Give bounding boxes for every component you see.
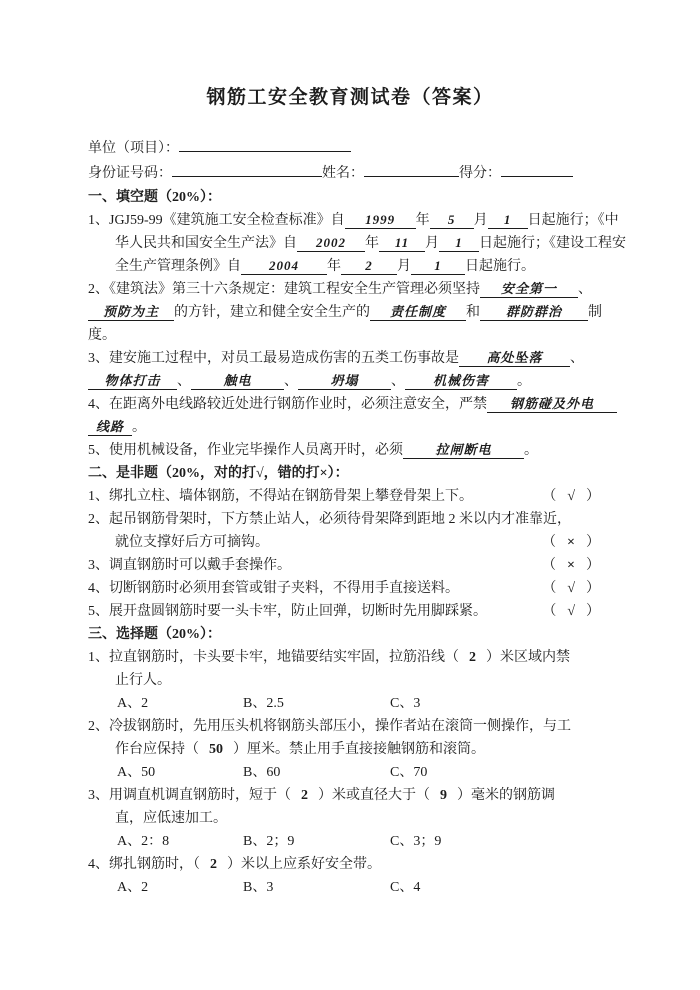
text-run: ）米或直径大于（ (318, 788, 430, 803)
handwritten-answer: 1 (411, 257, 465, 275)
handwritten-answer: 群防群治 (480, 303, 588, 321)
section2-heading (88, 462, 612, 485)
handwritten-answer: 拉闸断电 (403, 441, 524, 459)
fill-q2-line1 (88, 278, 612, 301)
text-run: 月 (397, 259, 411, 274)
fill-q4-line2 (88, 416, 612, 439)
text-run: 4、绑扎钢筋时，（ (88, 857, 200, 872)
mc-q1-line1 (88, 646, 612, 669)
blank-underline (501, 161, 573, 177)
text-run: 月 (473, 213, 488, 228)
handwritten-answer: 线路 (88, 418, 132, 436)
text-run: 得分： (459, 166, 501, 181)
mc-q2-line1 (88, 715, 612, 738)
tf-answer (542, 485, 600, 508)
tf-q1-line (88, 485, 612, 508)
tf-q3-line (88, 554, 612, 577)
header-unit-row (88, 136, 612, 161)
text-run: ）厘米。禁止用手直接接触钢筋和滚筒。 (233, 742, 485, 757)
handwritten-answer: 2002 (297, 234, 365, 252)
paren-open: （ (542, 535, 557, 550)
fill-q4-line1 (88, 393, 612, 416)
option-label: B、3 (243, 880, 274, 895)
text-run: 日起施行。 (465, 259, 535, 274)
choice-answer-text: 2 (210, 857, 217, 872)
text-run: 1、绑扎立柱、墙体钢筋，不得站在钢筋骨架上攀登骨架上下。 (88, 489, 473, 504)
choice-answer-text: 9 (440, 788, 447, 803)
mc-q2-line2 (88, 738, 612, 761)
fill-q2-line3 (88, 324, 612, 347)
text-run: ）米区域内禁 (486, 650, 570, 665)
mc-q4-line1 (88, 853, 612, 876)
text-run: 制 (588, 305, 602, 320)
fill-q1-line3 (88, 255, 612, 278)
text-run: 、 (570, 351, 584, 366)
text-run: 就位支撑好后方可摘钩。 (115, 535, 269, 550)
handwritten-answer: 钢筋碰及外电 (487, 395, 617, 413)
text-run: 的方针，建立和健全安全生产的 (174, 305, 370, 320)
text-run: 。 (517, 374, 531, 389)
text-run: 单位（项目）： (88, 141, 179, 156)
text-run: 1、JGJ59-99《建筑施工安全检查标准》自 (88, 213, 345, 228)
text-run: 年 (327, 259, 341, 274)
text-run: 全生产管理条例》自 (115, 259, 241, 274)
mc-q3-line2 (88, 807, 612, 830)
mc-q2-options (88, 761, 612, 784)
text-run: 身份证号码： (88, 166, 172, 181)
option-label: B、2.5 (243, 696, 284, 711)
text-run: 5、展开盘圆钢筋时要一头卡牢，防止回弹，切断时先用脚踩紧。 (88, 604, 487, 619)
choice-answer-text: 2 (469, 650, 476, 665)
text-run: 一、填空题（20%）： (88, 190, 221, 205)
choice-answer-text: 50 (209, 742, 223, 757)
header-id-name-score-row (88, 161, 612, 186)
fill-q1-line2 (88, 232, 626, 255)
option-label: A、2 (117, 880, 149, 895)
text-run: 4、切断钢筋时必须用套管或钳子夹料，不得用手直接送料。 (88, 581, 459, 596)
mc-q3-options (88, 830, 612, 853)
handwritten-answer: 物体打击 (88, 372, 177, 390)
handwritten-answer: 1 (439, 234, 479, 252)
text-run: 。 (524, 443, 538, 458)
text-run: 2、冷拔钢筋时，先用压头机将钢筋头部压小，操作者站在滚筒一侧操作，与工 (88, 719, 571, 734)
text-run: 3、调直钢筋时可以戴手套操作。 (88, 558, 291, 573)
handwritten-answer: 坍塌 (298, 372, 391, 390)
text-run: 日起施行；《中 (527, 213, 619, 228)
text-run: 3、建安施工过程中，对员工最易造成伤害的五类工伤事故是 (88, 351, 459, 366)
text-run: 3、用调直机调直钢筋时，短于（ (88, 788, 291, 803)
answer-mark: √ (567, 604, 575, 619)
text-run: 止行人。 (115, 673, 171, 688)
handwritten-answer: 11 (379, 234, 425, 252)
mc-q1-options (88, 692, 612, 715)
text-run: 年 (415, 213, 430, 228)
answer-mark: √ (567, 581, 575, 596)
option-label: C、70 (390, 765, 428, 780)
tf-q2-line1 (88, 508, 612, 531)
text-run: 月 (425, 236, 439, 251)
text-run: 直，应低速加工。 (115, 811, 227, 826)
text-run: 作台应保持（ (115, 742, 199, 757)
tf-answer (542, 554, 600, 577)
option-label: A、2：8 (117, 834, 170, 849)
text-run: 4、在距离外电线路较近处进行钢筋作业时，必须注意安全，严禁 (88, 397, 487, 412)
paren-close: ） (586, 489, 600, 504)
option-label: B、60 (243, 765, 281, 780)
text-run: ）毫米的钢筋调 (457, 788, 555, 803)
section3-heading (88, 623, 612, 646)
paren-close: ） (586, 535, 600, 550)
text-run: 和 (466, 305, 480, 320)
option-label: C、4 (390, 880, 421, 895)
text-run: 姓名： (322, 166, 364, 181)
text-run: 、 (284, 374, 298, 389)
paren-open: （ (542, 558, 557, 573)
blank-underline (364, 161, 459, 177)
handwritten-answer: 1 (488, 211, 528, 229)
section1-heading (88, 186, 612, 209)
doc-lines (88, 136, 626, 899)
fill-q1-line1 (88, 209, 619, 232)
fill-q5-line (88, 439, 612, 462)
text-run: 5、使用机械设备，作业完毕操作人员离开时，必须 (88, 443, 403, 458)
text-run: 、 (177, 374, 191, 389)
option-label: C、3；9 (390, 834, 442, 849)
handwritten-answer: 2 (341, 257, 397, 275)
text-run: 2、《建筑法》第三十六条规定：建筑工程安全生产管理必须坚持 (88, 282, 480, 297)
option-label: B、2；9 (243, 834, 295, 849)
text-run: 度。 (88, 328, 116, 343)
tf-answer (542, 577, 600, 600)
text-run: 2、起吊钢筋骨架时，下方禁止站人，必须待骨架降到距地 2 米以内才准靠近， (88, 512, 571, 527)
fill-q2-line2 (88, 301, 612, 324)
fill-q3-line2 (88, 370, 612, 393)
text-run: ）米以上应系好安全带。 (227, 857, 381, 872)
text-run: 、 (578, 282, 592, 297)
paren-close: ） (586, 581, 600, 596)
tf-q5-line (88, 600, 612, 623)
paren-open: （ (542, 604, 557, 619)
handwritten-answer: 安全第一 (480, 280, 578, 298)
option-label: C、3 (390, 696, 421, 711)
option-label: A、50 (117, 765, 156, 780)
blank-underline (172, 161, 322, 177)
paren-close: ） (586, 604, 600, 619)
text-run: 二、是非题（20%，对的打√，错的打×）： (88, 466, 349, 481)
page-title: 钢筋工安全教育测试卷（答案） (206, 87, 494, 108)
text-run: 三、选择题（20%）： (88, 627, 221, 642)
tf-q4-line (88, 577, 612, 600)
fill-q3-line1 (88, 347, 612, 370)
handwritten-answer: 5 (430, 211, 474, 229)
mc-q3-line1 (88, 784, 612, 807)
text-run: 、 (391, 374, 405, 389)
paren-close: ） (586, 558, 600, 573)
handwritten-answer: 责任制度 (370, 303, 466, 321)
choice-answer-text: 2 (301, 788, 308, 803)
text-run: 华人民共和国安全生产法》自 (115, 236, 297, 251)
paren-open: （ (542, 581, 557, 596)
answer-mark: × (567, 535, 575, 550)
text-run: 。 (132, 420, 146, 435)
tf-answer (542, 600, 600, 623)
text-run: 1、拉直钢筋时，卡头要卡牢，地锚要结实牢固，拉筋沿线（ (88, 650, 459, 665)
handwritten-answer: 机械伤害 (405, 372, 517, 390)
paren-open: （ (542, 489, 557, 504)
answer-mark: × (567, 558, 575, 573)
option-label: A、2 (117, 696, 149, 711)
mc-q4-options (88, 876, 612, 899)
handwritten-answer: 高处坠落 (459, 349, 570, 367)
text-run: 日起施行；《建设工程安 (479, 236, 626, 251)
handwritten-answer: 1999 (345, 211, 416, 229)
handwritten-answer: 2004 (241, 257, 327, 275)
tf-q2-line2 (88, 531, 612, 554)
handwritten-answer: 预防为主 (88, 303, 174, 321)
handwritten-answer: 触电 (191, 372, 284, 390)
tf-answer (542, 531, 600, 554)
answer-mark: √ (567, 489, 575, 504)
mc-q1-line2 (88, 669, 612, 692)
blank-underline (179, 136, 351, 152)
text-run: 年 (365, 236, 379, 251)
